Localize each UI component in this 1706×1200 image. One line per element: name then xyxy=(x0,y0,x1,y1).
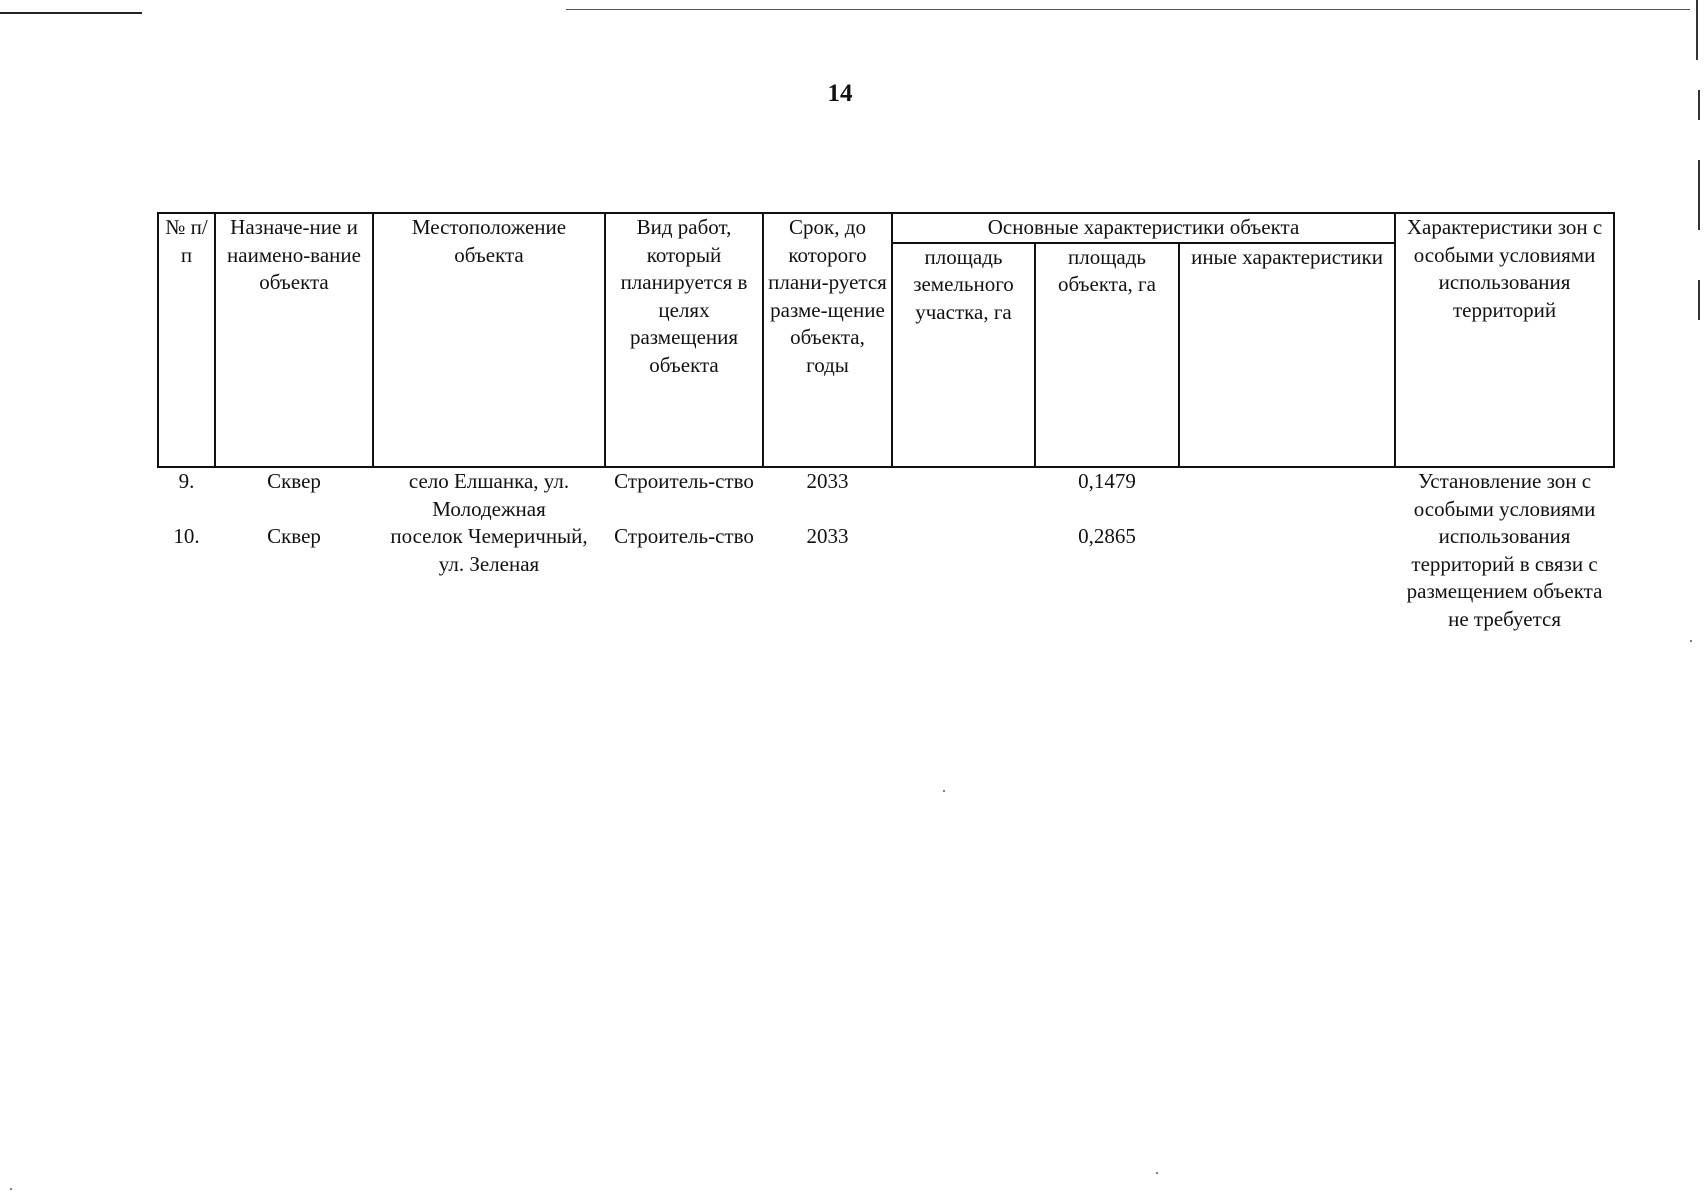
scan-line-top-left xyxy=(0,12,142,14)
zones-note: Установление зон с особыми условиями использования территорий в связи с размещением объекта не требуется xyxy=(1406,469,1603,631)
scan-speck xyxy=(10,1188,12,1190)
objects-table xyxy=(157,212,1615,633)
page-number: 14 xyxy=(827,80,853,107)
row-object-area: 0,2865 xyxy=(1078,524,1136,548)
header-object-area: площадь объекта, га xyxy=(1035,243,1179,468)
row-other xyxy=(1179,467,1395,523)
header-work-type: Вид работ, который планируется в целях размещения объекта xyxy=(605,213,763,467)
row-name: Сквер xyxy=(267,469,321,493)
row-land-area xyxy=(892,523,1035,633)
scan-speck xyxy=(1690,640,1692,642)
header-purpose: Назначе-ние и наимено-вание объекта xyxy=(215,213,373,467)
header-main-characteristics: Основные характеристики объекта xyxy=(892,213,1395,243)
header-land-area: площадь земельного участка, га xyxy=(892,243,1035,468)
row-location: село Елшанка, ул. Молодежная xyxy=(408,469,570,521)
row-num: 10. xyxy=(173,524,200,548)
row-num: 9. xyxy=(178,469,195,493)
header-other: иные характеристики xyxy=(1179,243,1395,468)
scan-edge-right xyxy=(1698,160,1700,230)
scan-edge-right xyxy=(1696,0,1698,60)
row-land-area xyxy=(892,467,1035,523)
scan-speck xyxy=(1156,1172,1158,1174)
row-location: поселок Чемеричный, ул. Зеленая xyxy=(390,524,588,576)
table-row xyxy=(158,467,1614,523)
header-num: № п/п xyxy=(158,213,215,467)
scan-line-top-right xyxy=(566,9,1690,10)
scan-edge-right xyxy=(1698,280,1700,320)
scan-speck xyxy=(943,790,945,792)
row-work: Строитель-ство xyxy=(614,469,754,493)
header-location: Местоположение объекта xyxy=(373,213,605,467)
header-zones: Характеристики зон с особыми условиями использования территорий xyxy=(1395,213,1614,467)
row-name: Сквер xyxy=(267,524,321,548)
row-work: Строитель-ство xyxy=(614,524,754,548)
header-term: Срок, до которого плани-руется разме-щение объекта, годы xyxy=(763,213,892,467)
row-object-area: 0,1479 xyxy=(1078,469,1136,493)
row-year: 2033 xyxy=(806,469,849,493)
scan-edge-right xyxy=(1698,90,1700,120)
row-other xyxy=(1179,523,1395,633)
row-year: 2033 xyxy=(806,524,849,548)
